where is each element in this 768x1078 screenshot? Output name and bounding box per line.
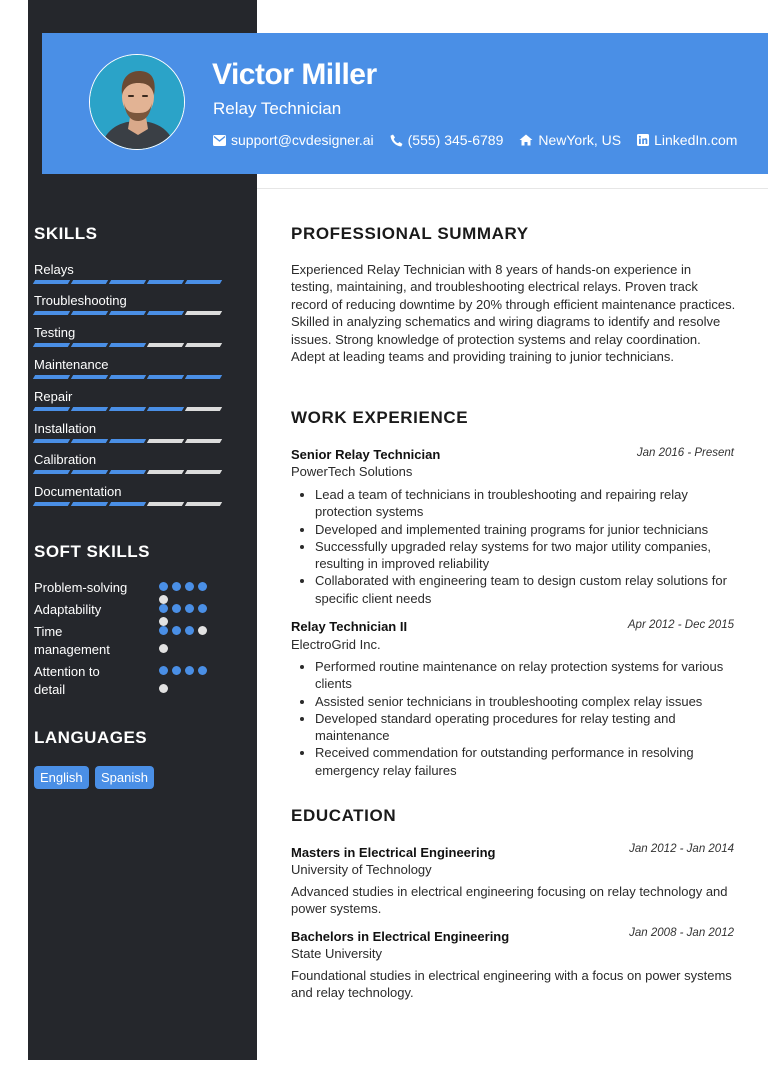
contact-location-text: NewYork, US	[538, 132, 622, 148]
skill-bar-segment	[71, 439, 108, 443]
degree-date: Jan 2012 - Jan 2014	[629, 843, 734, 855]
skill-item	[34, 325, 224, 347]
skill-label: Documentation	[34, 484, 122, 499]
soft-skills-heading: SOFT SKILLS	[34, 542, 150, 561]
skill-bar-segment	[109, 439, 146, 443]
soft-skill-dot	[172, 582, 181, 591]
skill-bars	[34, 343, 224, 347]
soft-skill-dot	[185, 604, 194, 613]
skill-bar-segment	[147, 470, 184, 474]
list-item: • Received commendation for outstanding performance in resolving emergency relay failures	[315, 744, 736, 779]
degree-description: Advanced studies in electrical engineering focusing on relay technology and power systems.	[291, 884, 728, 917]
envelope-icon	[213, 135, 226, 146]
education-heading: EDUCATION	[291, 806, 397, 825]
soft-skill-dot	[172, 626, 181, 635]
degree-date: Jan 2008 - Jan 2012	[629, 927, 734, 939]
list-item: • Successfully upgraded relay systems for two major utility companies, resulting in improved reliability	[315, 538, 736, 573]
soft-skill-dot	[198, 604, 207, 613]
summary-text: Experienced Relay Technician with 8 years of hands-on experience in testing, maintaining, and troubleshooting electrical relays. Proven track record of reducing downtime by 20% through efficient maintenance practices. Skilled in analyzing schematics and wiring diagrams to identify and resolve issues. Strong knowledge of protection systems and relay coordination. Adept at leading teams and providing training to junior technicians.	[291, 262, 736, 365]
skill-bar-segment	[185, 375, 222, 379]
skill-bar-segment	[109, 375, 146, 379]
skill-bar-segment	[109, 343, 146, 347]
contact-linkedin[interactable]	[637, 132, 737, 148]
soft-skill-dot	[198, 626, 207, 635]
skill-bar-segment	[71, 343, 108, 347]
skill-bars	[34, 280, 224, 284]
skill-bars	[34, 470, 224, 474]
language-badge: English	[34, 766, 89, 789]
soft-skill-label: Time management	[34, 624, 110, 657]
soft-skill-item	[34, 601, 224, 619]
skill-bar-segment	[109, 311, 146, 315]
skill-bar-segment	[33, 439, 70, 443]
list-item: • Collaborated with engineering team to design custom relay solutions for specific client needs	[315, 572, 736, 607]
contact-email[interactable]	[213, 132, 374, 148]
skill-bar-segment	[33, 280, 70, 284]
skill-bar-segment	[71, 407, 108, 411]
skill-bar-segment	[109, 407, 146, 411]
skill-bar-segment	[33, 407, 70, 411]
soft-skill-label: Attention to detail	[34, 664, 100, 697]
soft-skill-dot	[185, 666, 194, 675]
soft-skill-label: Adaptability	[34, 602, 102, 617]
soft-skill-dot	[172, 604, 181, 613]
skill-bar-segment	[71, 311, 108, 315]
skill-bars	[34, 439, 224, 443]
skill-bars	[34, 502, 224, 506]
degree-title: Bachelors in Electrical Engineering	[291, 929, 510, 944]
skill-bar-segment	[147, 502, 184, 506]
list-item: • Assisted senior technicians in troubleshooting complex relay issues	[315, 693, 736, 710]
soft-skill-item	[34, 663, 224, 699]
soft-skill-dot	[185, 626, 194, 635]
list-item: • Developed standard operating procedures for relay testing and maintenance	[315, 710, 736, 745]
home-icon	[519, 134, 533, 146]
skill-label: Relays	[34, 262, 74, 277]
skill-label: Installation	[34, 421, 97, 436]
skill-bar-segment	[147, 375, 184, 379]
list-item: • Developed and implemented training programs for junior technicians	[315, 521, 736, 538]
job-title: Senior Relay Technician	[291, 447, 441, 462]
skill-label: Calibration	[34, 452, 97, 467]
summary-heading: PROFESSIONAL SUMMARY	[291, 224, 529, 243]
skill-item	[34, 421, 224, 443]
job-bullets	[291, 486, 736, 607]
soft-skill-label: Problem-solving	[34, 580, 128, 595]
candidate-name: Victor Miller	[212, 58, 377, 91]
skill-bar-segment	[185, 280, 222, 284]
skill-bar-segment	[147, 343, 184, 347]
skill-bar-segment	[185, 343, 222, 347]
phone-icon	[390, 134, 403, 147]
job-date: Jan 2016 - Present	[636, 447, 734, 459]
soft-skill-dot	[159, 626, 168, 635]
skill-item	[34, 452, 224, 474]
skill-bar-segment	[147, 311, 184, 315]
skill-bar-segment	[185, 470, 222, 474]
job-company: PowerTech Solutions	[291, 464, 413, 479]
candidate-title: Relay Technician	[213, 99, 342, 118]
skill-label: Troubleshooting	[34, 293, 127, 308]
soft-skill-dot	[159, 684, 168, 693]
skill-bar-segment	[147, 280, 184, 284]
languages-heading: LANGUAGES	[34, 728, 148, 747]
avatar-illustration	[90, 55, 185, 150]
skill-label: Maintenance	[34, 357, 109, 372]
skill-bar-segment	[33, 375, 70, 379]
skill-bar-segment	[71, 375, 108, 379]
skill-bars	[34, 375, 224, 379]
skill-bars	[34, 407, 224, 411]
skill-bar-segment	[109, 502, 146, 506]
job-title: Relay Technician II	[291, 619, 408, 634]
job-date: Apr 2012 - Dec 2015	[627, 619, 734, 631]
skill-bar-segment	[147, 439, 184, 443]
skill-bar-segment	[33, 502, 70, 506]
experience-heading: WORK EXPERIENCE	[291, 408, 469, 427]
job-company: ElectroGrid Inc.	[291, 637, 381, 652]
school-name: State University	[291, 946, 383, 961]
skill-bar-segment	[33, 470, 70, 474]
skill-bar-segment	[185, 502, 222, 506]
soft-skill-item	[34, 579, 224, 597]
linkedin-icon	[637, 134, 649, 146]
list-item: • Performed routine maintenance on relay protection systems for various clients	[315, 658, 736, 693]
skill-bar-segment	[185, 407, 222, 411]
skill-label: Testing	[34, 325, 76, 340]
skill-bar-segment	[109, 470, 146, 474]
job-bullets	[291, 658, 736, 779]
skill-bar-segment	[33, 311, 70, 315]
skill-item	[34, 357, 224, 379]
language-badge: Spanish	[95, 766, 154, 789]
list-item: • Lead a team of technicians in troubleshooting and repairing relay protection systems	[315, 486, 736, 521]
skill-bar-segment	[71, 470, 108, 474]
skill-bar-segment	[71, 280, 108, 284]
skill-bars	[34, 311, 224, 315]
degree-description: Foundational studies in electrical engineering with a focus on power systems and relay technology.	[291, 968, 732, 1001]
contact-linkedin-text: LinkedIn.com	[654, 132, 738, 148]
school-name: University of Technology	[291, 862, 432, 877]
soft-skill-dot	[198, 582, 207, 591]
skills-heading: SKILLS	[34, 224, 98, 243]
skill-item	[34, 484, 224, 506]
skill-item	[34, 293, 224, 315]
contact-email-text: support@cvdesigner.ai	[231, 132, 374, 148]
avatar	[89, 54, 185, 150]
skill-bar-segment	[71, 502, 108, 506]
contact-phone-text: (555) 345-6789	[407, 132, 504, 148]
skill-label: Repair	[34, 389, 73, 404]
header-divider	[257, 188, 768, 189]
soft-skill-item	[34, 623, 224, 659]
skill-bar-segment	[109, 280, 146, 284]
soft-skill-dot	[159, 666, 168, 675]
soft-skill-dot	[159, 582, 168, 591]
skill-bar-segment	[147, 407, 184, 411]
contact-phone[interactable]	[390, 132, 504, 148]
soft-skill-dot	[159, 604, 168, 613]
skill-item	[34, 262, 224, 284]
skill-bar-segment	[33, 343, 70, 347]
contact-bar	[213, 132, 737, 148]
skill-item	[34, 389, 224, 411]
soft-skill-dot	[159, 644, 168, 653]
skill-bar-segment	[185, 311, 222, 315]
soft-skill-dot	[172, 666, 181, 675]
skill-bar-segment	[185, 439, 222, 443]
contact-location	[519, 132, 621, 148]
soft-skill-dot	[185, 582, 194, 591]
soft-skill-dot	[198, 666, 207, 675]
degree-title: Masters in Electrical Engineering	[291, 845, 496, 860]
